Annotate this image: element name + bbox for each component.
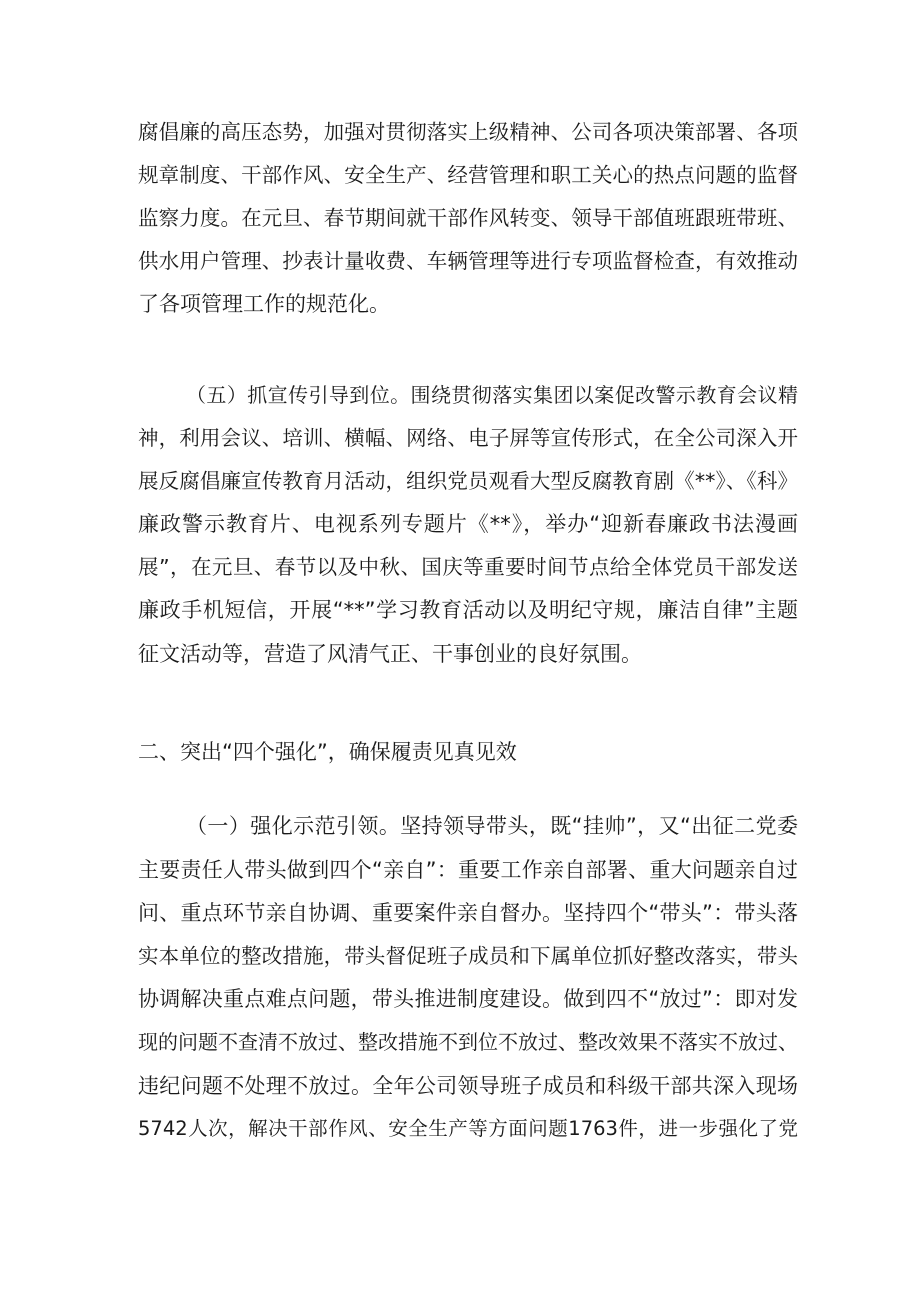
p3-line-1: （一）强化示范引领。坚持领导带头，既“挂帅”，又“出征二党委 — [186, 814, 798, 838]
p2-line-4: 廉政警示教育片、电视系列专题片《**》，举办“迎新春廉政书法漫画 — [138, 512, 798, 536]
p2-line-5: 展”，在元旦、春节以及中秋、国庆等重要时间节点给全体党员干部发送 — [138, 555, 798, 579]
p1-line-3: 监察力度。在元旦、春节期间就干部作风转变、领导干部值班跟班带班、 — [138, 206, 798, 230]
p3-line-5: 协调解决重点难点问题，带头推进制度建设。做到四不“放过”：即对发 — [138, 987, 798, 1011]
p3-line-2: 主要责任人带头做到四个“亲自”：重要工作亲自部署、重大问题亲自过 — [138, 858, 798, 882]
p2-line-7: 征文活动等，营造了风清气正、干事创业的良好氛围。 — [138, 642, 642, 666]
p1-line-1: 腐倡廉的高压态势，加强对贯彻落实上级精神、公司各项决策部署、各项 — [138, 120, 798, 144]
p3-line-8: 5742人次，解决干部作风、安全生产等方面问题1763件，进一步强化了党 — [138, 1117, 798, 1140]
p1-line-2: 规章制度、干部作风、安全生产、经营管理和职工关心的热点问题的监督 — [138, 163, 798, 187]
p2-line-3: 展反腐倡廉宣传教育月活动，组织党员观看大型反腐教育剧《**》、《科》 — [138, 469, 798, 493]
p1-line-4: 供水用户管理、抄表计量收费、车辆管理等进行专项监督检查，有效推动 — [138, 249, 798, 273]
p2-line-1: （五）抓宣传引导到位。围绕贯彻落实集团以案促改警示教育会议精 — [186, 383, 798, 407]
section-heading: 二、突出“四个强化”，确保履责见真见效 — [138, 740, 517, 764]
p3-line-4: 实本单位的整改措施，带头督促班子成员和下属单位抓好整改落实，带头 — [138, 944, 798, 968]
p3-line-6: 现的问题不查清不放过、整改措施不到位不放过、整改效果不落实不放过、 — [138, 1030, 798, 1054]
p3-line-7: 违纪问题不处理不放过。全年公司领导班子成员和科级干部共深入现场 — [138, 1074, 798, 1098]
p2-line-2: 神，利用会议、培训、横幅、网络、电子屏等宣传形式，在全公司深入开 — [138, 426, 798, 450]
p1-line-5: 了各项管理工作的规范化。 — [138, 292, 390, 316]
p3-line-3: 问、重点环节亲自协调、重要案件亲自督办。坚持四个“带头”：带头落 — [138, 901, 798, 925]
p2-line-6: 廉政手机短信，开展“**”学习教育活动以及明纪守规，廉洁自律”主题 — [138, 598, 798, 622]
